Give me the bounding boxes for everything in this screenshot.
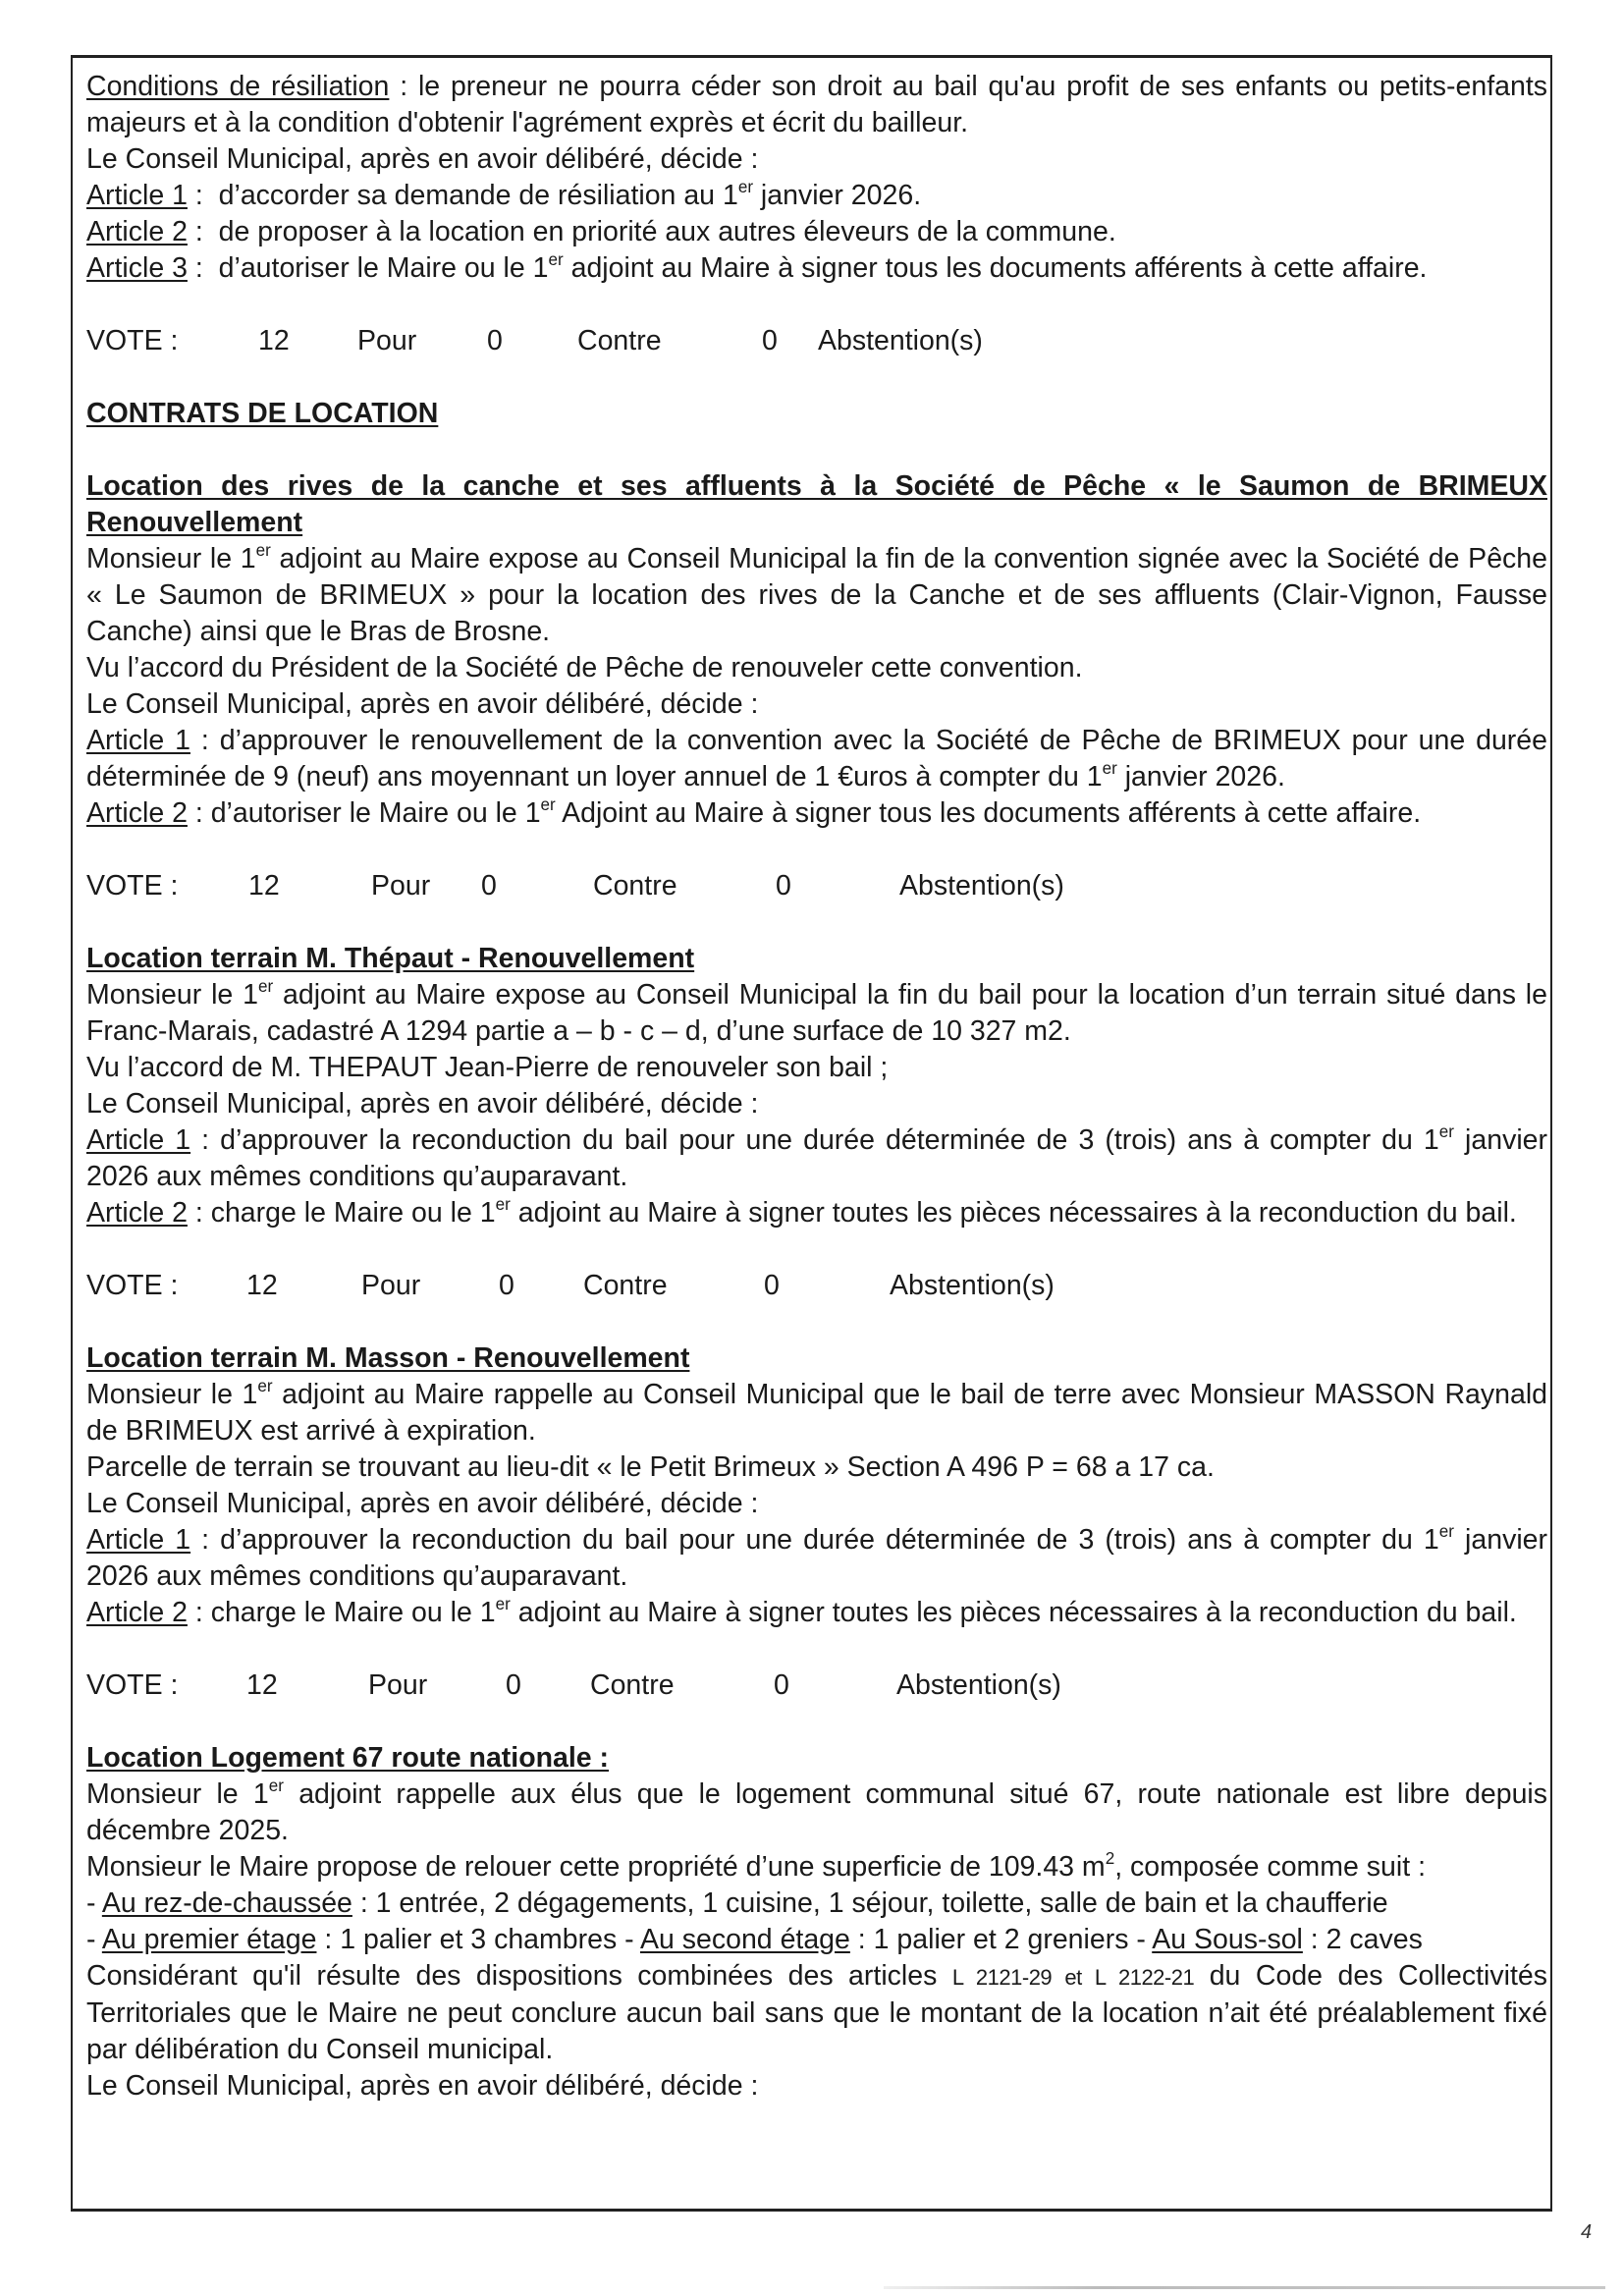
article-2: Article 2 : charge le Maire ou le 1er adjoint au Maire à signer toutes les pièces nécessaires à la reconduction du bail. xyxy=(86,1594,1517,1628)
article-1: Article 1 : d’approuver la reconduction du bail pour une durée déterminée de 3 (trois) ans à compter du 1er janvier 2026 aux mêmes conditions qu’auparavant. xyxy=(86,1521,1547,1592)
council-decision: Le Conseil Municipal, après en avoir délibéré, décide : xyxy=(86,1488,759,1519)
vote-line: VOTE : 12 Pour 0 Contre 0 Abstention(s) xyxy=(86,1270,1055,1301)
article-1: Article 1 : d’approuver la reconduction du bail pour une durée déterminée de 3 (trois) ans à compter du 1er janvier 2026 aux mêmes conditions qu’auparavant. xyxy=(86,1121,1547,1192)
thepaut-paragraph: Monsieur le 1er adjoint au Maire expose au Conseil Municipal la fin du bail pour la location d’un terrain situé dans le Franc-Marais, cadastré A 1294 partie a – b - c – d, d’une surface de 10 327 m2. xyxy=(86,976,1547,1047)
article-3: Article 3 : d’autoriser le Maire ou le 1er adjoint au Maire à signer tous les documents afférents à cette affaire. xyxy=(86,249,1428,284)
scan-artifact-line xyxy=(884,2286,1605,2289)
page-number: 4 xyxy=(1581,2221,1593,2243)
section-title-rives-line2: Renouvellement xyxy=(86,507,303,538)
vote-line: VOTE : 12 Pour 0 Contre 0 Abstention(s) xyxy=(86,325,983,356)
article-2: Article 2 : d’autoriser le Maire ou le 1er Adjoint au Maire à signer tous les documents afférents à cette affaire. xyxy=(86,794,1422,829)
council-decision: Le Conseil Municipal, après en avoir délibéré, décide : xyxy=(86,143,759,175)
council-decision: Le Conseil Municipal, après en avoir délibéré, décide : xyxy=(86,1088,759,1120)
masson-paragraph: Monsieur le 1er adjoint au Maire rappelle au Conseil Municipal que le bail de terre avec Monsieur MASSON Raynald de BRIMEUX est arrivé à expiration. xyxy=(86,1376,1548,1447)
council-decision: Le Conseil Municipal, après en avoir délibéré, décide : xyxy=(86,688,759,720)
section-title-rives: Location des rives de la canche et ses affluents à la Société de Pêche « le Saumon de BRIMEUX xyxy=(86,470,1547,502)
contrats-title: CONTRATS DE LOCATION xyxy=(86,398,439,429)
logement-paragraph: Monsieur le 1er adjoint rappelle aux élus que le logement communal situé 67, route nationale est libre depuis décembre 2025. xyxy=(86,1776,1548,1846)
thepaut-accord: Vu l’accord de M. THEPAUT Jean-Pierre de renouveler son bail ; xyxy=(86,1052,889,1083)
council-decision: Le Conseil Municipal, après en avoir délibéré, décide : xyxy=(86,2070,759,2102)
conditions-label: Conditions de résiliation xyxy=(86,71,390,102)
section-title-thepaut: Location terrain M. Thépaut - Renouvellement xyxy=(86,943,695,974)
article-1: Article 1 : d’approuver le renouvellement de la convention avec la Société de Pêche de BRIMEUX pour une durée déterminée de 9 (neuf) ans moyennant un loyer annuel de 1 €uros à compter du 1er janvier 2026. xyxy=(86,725,1547,793)
rives-accord: Vu l’accord du Président de la Société de Pêche de renouveler cette convention. xyxy=(86,652,1083,683)
document-body xyxy=(86,69,1547,2105)
article-1: Article 1 : d’accorder sa demande de résiliation au 1er janvier 2026. xyxy=(86,177,922,211)
logement-considerant: Considérant qu'il résulte des dispositions combinées des articles L 2121-29 et L 2122-21 du Code des Collectivités Territoriales que le Maire ne peut conclure aucun bail sans que le montant de la location n’ait été préalablement fixé par délibération du Conseil municipal. xyxy=(86,1960,1547,2065)
rives-paragraph: Monsieur le 1er adjoint au Maire expose au Conseil Municipal la fin de la convention signée avec la Société de Pêche « Le Saumon de BRIMEUX » pour la location des rives de la Canche et de ses affluents (Clair-Vignon, Fausse Canche) ainsi que le Bras de Brosne. xyxy=(86,540,1547,647)
masson-parcelle: Parcelle de terrain se trouvant au lieu-dit « le Petit Brimeux » Section A 496 P = 68 a 17 ca. xyxy=(86,1451,1215,1483)
section-title-masson: Location terrain M. Masson - Renouvellement xyxy=(86,1342,690,1374)
article-2: Article 2 : charge le Maire ou le 1er adjoint au Maire à signer toutes les pièces nécessaires à la reconduction du bail. xyxy=(86,1194,1517,1229)
section-title-logement: Location Logement 67 route nationale : xyxy=(86,1742,610,1774)
conditions-paragraph: Conditions de résiliation : le preneur ne pourra céder son droit au bail qu'au profit de ses enfants ou petits-enfants majeurs et à la condition d'obtenir l'agrément exprès et écrit du bailleur. xyxy=(86,71,1547,138)
logement-rdc: - Au rez-de-chaussée : 1 entrée, 2 dégagements, 1 cuisine, 1 séjour, toilette, salle de bain et la chaufferie xyxy=(86,1887,1388,1919)
vote-line: VOTE : 12 Pour 0 Contre 0 Abstention(s) xyxy=(86,870,1064,902)
logement-floors: - Au premier étage : 1 palier et 3 chambres - Au second étage : 1 palier et 2 greniers - Au Sous-sol : 2 caves xyxy=(86,1924,1423,1955)
article-2: Article 2 : de proposer à la location en priorité aux autres éleveurs de la commune. xyxy=(86,216,1116,247)
vote-line: VOTE : 12 Pour 0 Contre 0 Abstention(s) xyxy=(86,1669,1061,1701)
logement-proposal: Monsieur le Maire propose de relouer cette propriété d’une superficie de 109.43 $m^2$, composée comme suit : xyxy=(86,1848,1426,1883)
